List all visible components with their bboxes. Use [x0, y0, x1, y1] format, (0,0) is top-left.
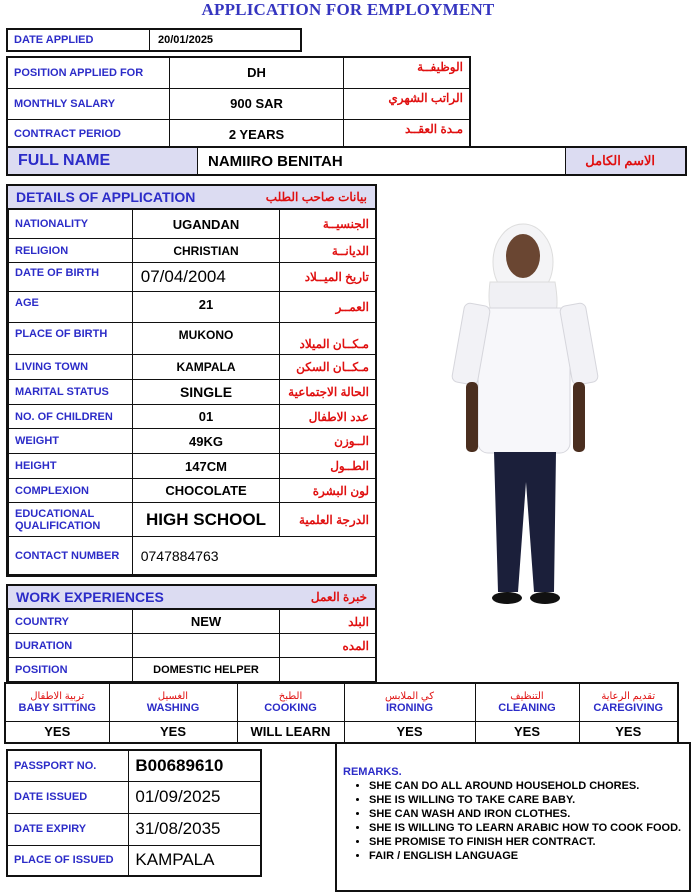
- skills-table: [4, 682, 679, 744]
- detail-arabic: عدد الاطفال: [280, 405, 377, 429]
- passport-label: PLACE OF ISSUED: [7, 845, 129, 876]
- skills-header-row: [5, 683, 678, 721]
- skill-value: YES: [344, 721, 475, 743]
- detail-value: UGANDAN: [132, 210, 280, 239]
- skill-header: [5, 683, 109, 721]
- passport-row: [7, 845, 261, 876]
- work-value: NEW: [132, 610, 280, 634]
- detail-arabic: الحالة الاجتماعية: [280, 380, 377, 405]
- detail-arabic: الــوزن: [280, 429, 377, 454]
- details-section: [6, 184, 377, 577]
- skill-arabic: التنظيف: [510, 690, 544, 702]
- salary-arabic: الراتب الشهري: [344, 88, 470, 119]
- work-arabic: [280, 658, 377, 682]
- details-header-arabic: بيانات صاحب الطلب: [265, 190, 367, 204]
- detail-label: NO. OF CHILDREN: [9, 405, 133, 429]
- remark-item: • FAIR / ENGLISH LANGUAGE: [369, 849, 683, 863]
- detail-label: CONTACT NUMBER: [9, 537, 133, 575]
- position-value: DH: [169, 57, 343, 88]
- work-value: DOMESTIC HELPER: [132, 658, 280, 682]
- detail-label: HEIGHT: [9, 454, 133, 479]
- detail-value: MUKONO: [132, 323, 280, 355]
- remarks-list: [343, 779, 683, 863]
- detail-row: [9, 263, 377, 292]
- skill-value: YES: [109, 721, 237, 743]
- detail-value: CHRISTIAN: [132, 239, 280, 263]
- detail-arabic: الديانــة: [280, 239, 377, 263]
- detail-arabic: مـكــان السكن: [280, 355, 377, 380]
- work-row: [9, 634, 377, 658]
- skill-header: [579, 683, 678, 721]
- contact-value: 0747884763: [132, 537, 376, 575]
- position-row: [7, 57, 470, 88]
- detail-value: 07/04/2004: [132, 263, 280, 292]
- salary-value: 900 SAR: [169, 88, 343, 119]
- date-applied-label: DATE APPLIED: [8, 30, 150, 50]
- details-table: [8, 209, 377, 575]
- remark-item: • SHE PROMISE TO FINISH HER CONTRACT.: [369, 835, 683, 849]
- detail-row: [9, 537, 377, 575]
- skill-arabic: تقديم الرعاية: [601, 690, 656, 702]
- detail-label: PLACE OF BIRTH: [9, 323, 133, 355]
- work-header-arabic: خبرة العمل: [310, 590, 367, 604]
- full-name-row: [6, 146, 687, 176]
- work-label: POSITION: [9, 658, 133, 682]
- work-header: [8, 586, 375, 609]
- work-header-label: WORK EXPERIENCES: [16, 589, 164, 605]
- detail-row: [9, 210, 377, 239]
- salary-row: [7, 88, 470, 119]
- applicant-figure-icon: [450, 212, 600, 610]
- detail-label: AGE: [9, 292, 133, 323]
- skill-header: [344, 683, 475, 721]
- full-name-label: FULL NAME: [8, 148, 198, 174]
- work-arabic: المده: [280, 634, 377, 658]
- date-applied-value: 20/01/2025: [158, 34, 214, 46]
- work-arabic: البلد: [280, 610, 377, 634]
- skill-arabic: كي الملابس: [385, 690, 434, 702]
- work-table: [8, 609, 377, 682]
- detail-row: [9, 323, 377, 355]
- page-title: APPLICATION FOR EMPLOYMENT: [201, 0, 495, 19]
- detail-value: 147CM: [132, 454, 280, 479]
- details-header: [8, 186, 375, 209]
- position-table: [6, 56, 471, 151]
- skill-label: WASHING: [146, 701, 200, 714]
- detail-arabic: مـكــان الميلاد: [280, 323, 377, 355]
- passport-value: B00689610: [129, 750, 261, 781]
- contract-value: 2 YEARS: [169, 119, 343, 150]
- detail-label: WEIGHT: [9, 429, 133, 454]
- passport-row: [7, 750, 261, 781]
- remark-item: • SHE IS WILLING TO LEARN ARABIC HOW TO COOK FOOD.: [369, 821, 683, 835]
- skill-value: YES: [5, 721, 109, 743]
- skill-label: BABY SITTING: [18, 701, 96, 714]
- detail-row: [9, 429, 377, 454]
- remarks-box: [335, 742, 691, 892]
- detail-value: 21: [132, 292, 280, 323]
- skill-arabic: الغسيل: [157, 690, 189, 702]
- detail-row: [9, 454, 377, 479]
- passport-row: [7, 813, 261, 845]
- passport-label: DATE EXPIRY: [7, 813, 129, 845]
- detail-arabic: تاريخ الميــلاد: [280, 263, 377, 292]
- full-name-arabic: الاسم الكامل: [585, 153, 655, 168]
- detail-row: [9, 292, 377, 323]
- skill-header: [109, 683, 237, 721]
- work-label: DURATION: [9, 634, 133, 658]
- remark-item: • SHE CAN DO ALL AROUND HOUSEHOLD CHORES.: [369, 779, 683, 793]
- remarks-label: REMARKS.: [343, 766, 402, 778]
- detail-label: LIVING TOWN: [9, 355, 133, 380]
- work-label: COUNTRY: [9, 610, 133, 634]
- detail-value: 01: [132, 405, 280, 429]
- skill-label: CAREGIVING: [593, 701, 664, 714]
- details-header-label: DETAILS OF APPLICATION: [16, 189, 196, 205]
- passport-label: PASSPORT NO.: [7, 750, 129, 781]
- detail-value: HIGH SCHOOL: [132, 503, 280, 537]
- skill-header: [475, 683, 579, 721]
- detail-row: [9, 380, 377, 405]
- work-section: [6, 584, 377, 684]
- passport-label: DATE ISSUED: [7, 781, 129, 813]
- skill-arabic: الطبخ: [278, 690, 303, 702]
- date-applied-row: [6, 28, 302, 52]
- remark-item: • SHE CAN WASH AND IRON CLOTHES.: [369, 807, 683, 821]
- skill-value: YES: [579, 721, 678, 743]
- passport-row: [7, 781, 261, 813]
- work-row: [9, 658, 377, 682]
- position-arabic: الوظيفــة: [344, 57, 470, 88]
- skill-value: WILL LEARN: [237, 721, 344, 743]
- skill-label: COOKING: [264, 701, 317, 714]
- detail-row: [9, 503, 377, 537]
- detail-row: [9, 239, 377, 263]
- skill-label: CLEANING: [498, 701, 556, 714]
- detail-value: 49KG: [132, 429, 280, 454]
- detail-arabic: العمــر: [280, 292, 377, 323]
- passport-value: 01/09/2025: [129, 781, 261, 813]
- skills-value-row: [5, 721, 678, 743]
- skill-header: [237, 683, 344, 721]
- detail-label: MARITAL STATUS: [9, 380, 133, 405]
- full-name-value: NAMIIRO BENITAH: [198, 148, 566, 174]
- detail-arabic: لون البشرة: [280, 479, 377, 503]
- passport-value: KAMPALA: [129, 845, 261, 876]
- detail-row: [9, 405, 377, 429]
- work-row: [9, 610, 377, 634]
- salary-label: MONTHLY SALARY: [7, 88, 169, 119]
- detail-value: SINGLE: [132, 380, 280, 405]
- detail-arabic: الدرجة العلمية: [280, 503, 377, 537]
- detail-label: RELIGION: [9, 239, 133, 263]
- detail-value: KAMPALA: [132, 355, 280, 380]
- work-value: [132, 634, 280, 658]
- detail-arabic: الطــول: [280, 454, 377, 479]
- detail-row: [9, 355, 377, 380]
- position-label: POSITION APPLIED FOR: [7, 57, 169, 88]
- skill-value: YES: [475, 721, 579, 743]
- skill-label: IRONING: [385, 701, 434, 714]
- passport-value: 31/08/2035: [129, 813, 261, 845]
- applicant-photo: [450, 212, 600, 610]
- detail-label: NATIONALITY: [9, 210, 133, 239]
- skill-arabic: تربية الاطفال: [30, 690, 85, 702]
- detail-arabic: الجنسيــة: [280, 210, 377, 239]
- passport-table: [6, 749, 262, 877]
- detail-label: DATE OF BIRTH: [9, 263, 133, 292]
- remark-item: • SHE IS WILLING TO TAKE CARE BABY.: [369, 793, 683, 807]
- contract-arabic: مـدة العقــد: [344, 119, 470, 150]
- detail-label: COMPLEXION: [9, 479, 133, 503]
- detail-value: CHOCOLATE: [132, 479, 280, 503]
- contract-label: CONTRACT PERIOD: [7, 119, 169, 150]
- detail-label: EDUCATIONAL QUALIFICATION: [9, 503, 133, 537]
- detail-row: [9, 479, 377, 503]
